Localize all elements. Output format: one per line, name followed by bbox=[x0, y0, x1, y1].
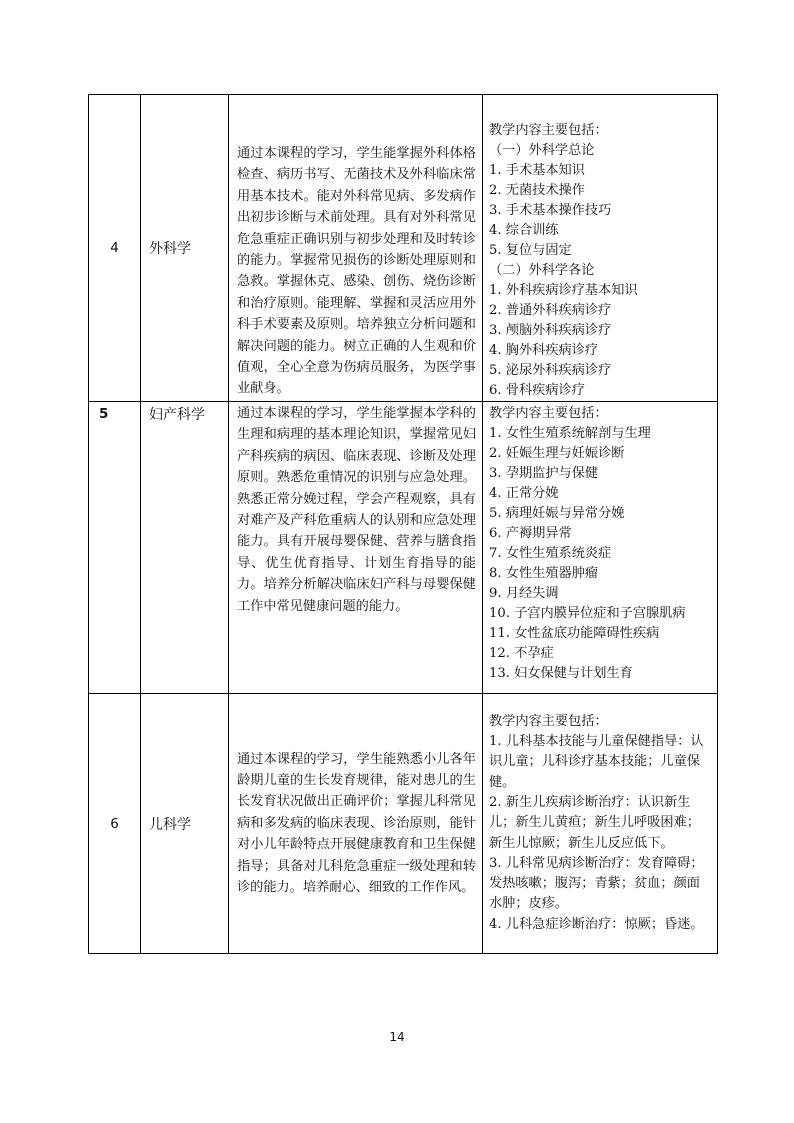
content-line: 教学内容主要包括： bbox=[489, 406, 608, 421]
course-goal bbox=[229, 402, 483, 694]
content-line: 13. 妇女保健与计划生育 bbox=[489, 666, 633, 681]
page-number: 14 bbox=[389, 1030, 405, 1044]
content-line: （一）外科学总论 bbox=[489, 143, 595, 158]
content-line: 1. 手术基本知识 bbox=[489, 163, 585, 178]
content-line: 1. 女性生殖系统解剖与生理 bbox=[489, 426, 651, 441]
course-number bbox=[89, 694, 141, 954]
course-name bbox=[141, 402, 229, 694]
course-number bbox=[89, 402, 141, 694]
content-line: 5. 复位与固定 bbox=[489, 243, 572, 258]
course-goal bbox=[229, 95, 483, 402]
content-line: 4. 儿科急症诊断治疗：惊厥；昏迷。 bbox=[489, 916, 704, 932]
content-line: 3. 儿科常见病诊断治疗：发育障碍；发热咳嗽；腹泻；青紫；贫血；颜面水肿；皮疹。 bbox=[489, 855, 704, 912]
course-name-text: 外科学 bbox=[149, 241, 191, 257]
content-line: 12. 不孕症 bbox=[489, 646, 554, 661]
course-goal-text: 通过本课程的学习，学生能掌握本学科的生理和病理的基本理论知识，掌握常见妇产科疾病的病因、临床表现、诊断及处理原则。熟悉危重情况的识别与应急处理。熟悉正常分娩过程，学会产程观察，具有对难产及产科危重病人的认别和应急处理能力。具有开展母婴保健、营养与膳食指导、优生优育指导、计划生育指导的能力。培养分析解决临床妇产科与母婴保健工作中常见健康问题的能力。 bbox=[237, 406, 476, 614]
course-goal-text: 通过本课程的学习，学生能熟悉小儿各年龄期儿童的生长发育规律，能对患儿的生长发育状况做出正确评价；掌握儿科常见病和多发病的临床表现、诊治原则，能针对小儿年龄特点开展健康教育和卫生保健指导；具备对儿科危急重症一级处理和转诊的能力。培养耐心、细致的工作作风。 bbox=[237, 751, 476, 896]
content-line: 11. 女性盆底功能障碍性疾病 bbox=[489, 626, 660, 641]
content-line: 6. 骨科疾病诊疗 bbox=[489, 383, 585, 398]
content-line: 5. 病理妊娠与异常分娩 bbox=[489, 506, 625, 521]
course-number bbox=[89, 95, 141, 402]
content-line: 3. 颅脑外科疾病诊疗 bbox=[489, 323, 612, 338]
content-line: 4. 正常分娩 bbox=[489, 486, 559, 501]
content-line: 1. 儿科基本技能与儿童保健指导：认识儿童；儿科诊疗基本技能；儿童保健。 bbox=[489, 734, 704, 790]
course-name-text: 妇产科学 bbox=[149, 407, 205, 423]
table-row bbox=[89, 402, 718, 694]
course-name bbox=[141, 694, 229, 954]
course-content bbox=[483, 95, 718, 402]
content-line: 2. 妊娠生理与妊娠诊断 bbox=[489, 446, 625, 461]
course-table bbox=[88, 94, 718, 954]
content-line: 2. 普通外科疾病诊疗 bbox=[489, 303, 612, 318]
course-content bbox=[483, 402, 718, 694]
content-line: 4. 综合训练 bbox=[489, 223, 559, 238]
content-line: 10. 子宫内膜异位症和子宫腺肌病 bbox=[489, 606, 686, 621]
content-line: 1. 外科疾病诊疗基本知识 bbox=[489, 283, 638, 298]
content-line: 教学内容主要包括： bbox=[489, 123, 608, 138]
course-number-text: 5 bbox=[99, 406, 109, 422]
course-name-text: 儿科学 bbox=[149, 816, 191, 833]
course-name bbox=[141, 95, 229, 402]
course-content bbox=[483, 694, 718, 954]
course-number-text: 6 bbox=[110, 815, 119, 832]
course-goal bbox=[229, 694, 483, 954]
content-line: 7. 女性生殖系统炎症 bbox=[489, 546, 612, 561]
content-line: 5. 泌尿外科疾病诊疗 bbox=[489, 363, 612, 378]
content-line: 教学内容主要包括： bbox=[489, 714, 608, 730]
content-line: 3. 手术基本操作技巧 bbox=[489, 203, 612, 218]
course-goal-text: 通过本课程的学习，学生能掌握外科体格检查、病历书写、无菌技术及外科临床常用基本技术。能对外科常见病、多发病作出初步诊断与术前处理。具有对外科常见危急重症正确识别与初步处理和及时转诊的能力。掌握常见损伤的诊断处理原则和急救。掌握休克、感染、创伤、烧伤诊断和治疗原则。能理解、掌握和灵活应用外科手术要素及原则。培养独立分析问题和解决问题的能力。树立正确的人生观和价值观，全心全意为伤病员服务，为医学事业献身。 bbox=[237, 146, 476, 397]
content-line: 9. 月经失调 bbox=[489, 586, 559, 601]
table-row bbox=[89, 95, 718, 402]
content-line: 8. 女性生殖器肿瘤 bbox=[489, 566, 599, 581]
content-line: 2. 无菌技术操作 bbox=[489, 183, 585, 198]
content-line: 3. 孕期监护与保健 bbox=[489, 466, 599, 481]
table-row bbox=[89, 694, 718, 954]
content-line: （二）外科学各论 bbox=[489, 263, 595, 278]
course-number-text: 4 bbox=[110, 240, 119, 256]
content-line: 6. 产褥期异常 bbox=[489, 526, 572, 541]
content-line: 2. 新生儿疾病诊断治疗：认识新生儿；新生儿黄疸；新生儿呼吸困难；新生儿惊厥；新生儿反应低下。 bbox=[489, 794, 700, 851]
content-line: 4. 胸外科疾病诊疗 bbox=[489, 343, 599, 358]
